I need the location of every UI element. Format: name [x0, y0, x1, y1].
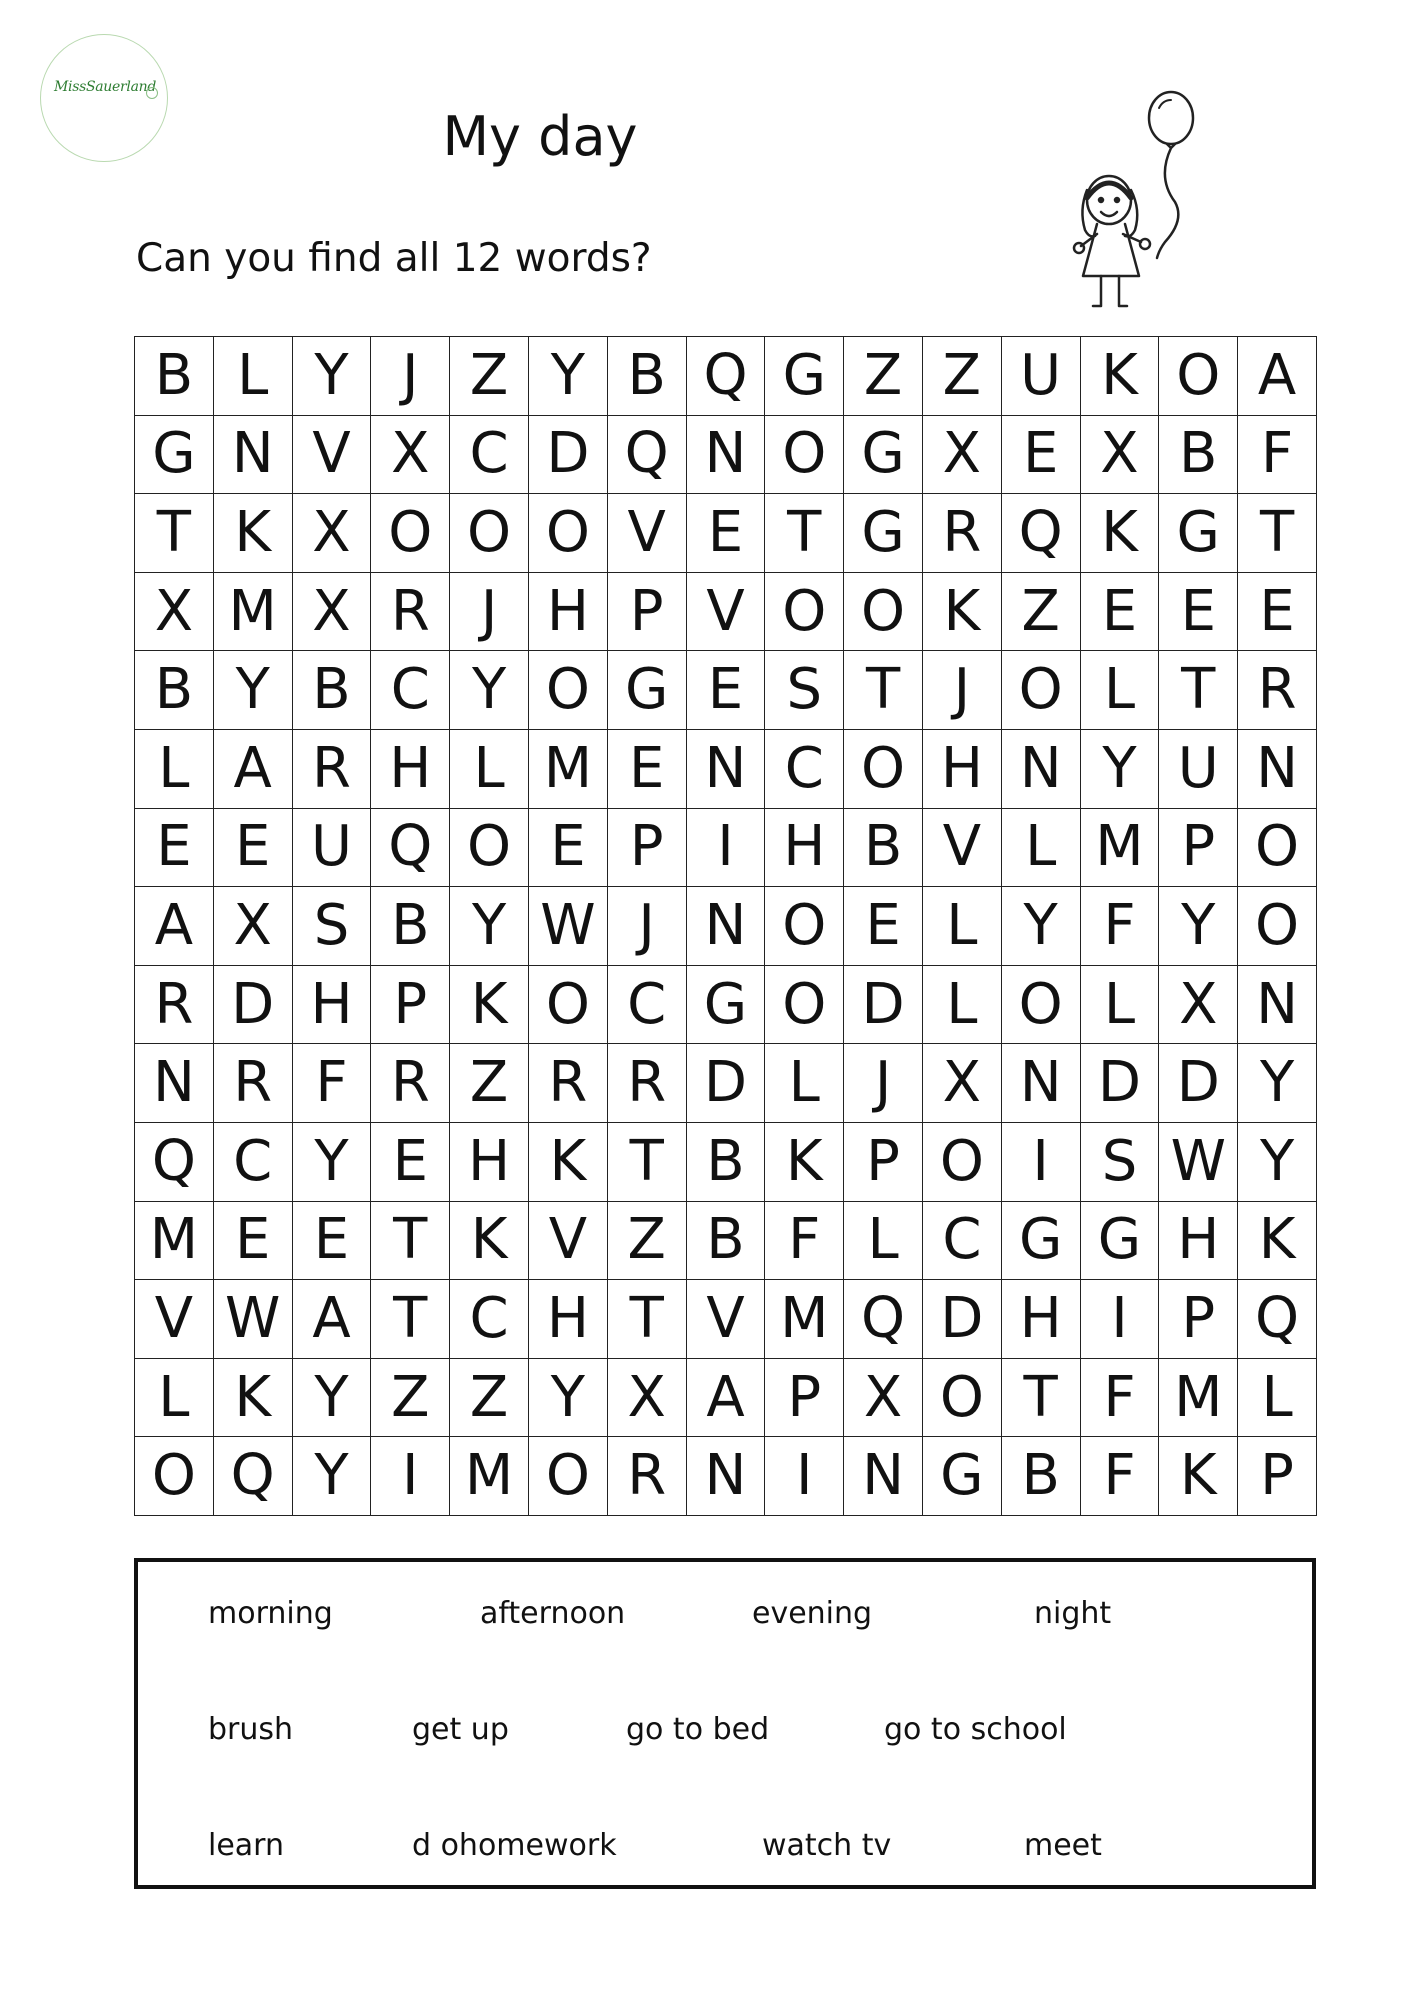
grid-cell[interactable]: I — [687, 809, 766, 888]
grid-cell[interactable]: B — [135, 651, 214, 730]
grid-cell[interactable]: Q — [687, 337, 766, 416]
grid-cell[interactable]: O — [765, 573, 844, 652]
grid-cell[interactable]: O — [529, 651, 608, 730]
grid-cell[interactable]: K — [214, 1359, 293, 1438]
grid-cell[interactable]: Z — [1002, 573, 1081, 652]
grid-cell[interactable]: E — [214, 1202, 293, 1281]
grid-cell[interactable]: X — [214, 887, 293, 966]
grid-cell[interactable]: N — [687, 416, 766, 495]
grid-cell[interactable]: H — [450, 1123, 529, 1202]
grid-cell[interactable]: Q — [844, 1280, 923, 1359]
grid-cell[interactable]: P — [844, 1123, 923, 1202]
grid-cell[interactable]: P — [765, 1359, 844, 1438]
grid-cell[interactable]: P — [1159, 1280, 1238, 1359]
grid-cell[interactable]: S — [293, 887, 372, 966]
grid-cell[interactable]: D — [923, 1280, 1002, 1359]
grid-cell[interactable]: K — [450, 966, 529, 1045]
grid-cell[interactable]: M — [529, 730, 608, 809]
grid-cell[interactable]: J — [450, 573, 529, 652]
grid-cell[interactable]: L — [1081, 966, 1160, 1045]
grid-cell[interactable]: H — [529, 1280, 608, 1359]
grid-cell[interactable]: N — [1002, 730, 1081, 809]
grid-cell[interactable]: Z — [450, 337, 529, 416]
grid-cell[interactable]: K — [1159, 1437, 1238, 1516]
grid-cell[interactable]: A — [214, 730, 293, 809]
grid-cell[interactable]: B — [608, 337, 687, 416]
grid-cell[interactable]: U — [1002, 337, 1081, 416]
grid-cell[interactable]: K — [1081, 494, 1160, 573]
grid-cell[interactable]: T — [608, 1280, 687, 1359]
word-search-grid — [134, 336, 1317, 1516]
grid-cell[interactable]: L — [135, 730, 214, 809]
grid-cell[interactable]: L — [214, 337, 293, 416]
grid-cell[interactable]: X — [293, 573, 372, 652]
grid-cell[interactable]: Y — [214, 651, 293, 730]
grid-cell[interactable]: R — [371, 1044, 450, 1123]
grid-cell[interactable]: J — [371, 337, 450, 416]
word-afternoon: afternoon — [480, 1596, 626, 1631]
grid-cell[interactable]: T — [1238, 494, 1317, 573]
grid-cell[interactable]: V — [687, 1280, 766, 1359]
grid-cell[interactable]: A — [293, 1280, 372, 1359]
grid-cell[interactable]: N — [687, 887, 766, 966]
grid-cell[interactable]: G — [765, 337, 844, 416]
grid-cell[interactable]: G — [923, 1437, 1002, 1516]
grid-cell[interactable]: Y — [1159, 887, 1238, 966]
grid-cell[interactable]: I — [371, 1437, 450, 1516]
grid-cell[interactable]: L — [1081, 651, 1160, 730]
word-night: night — [1034, 1596, 1112, 1631]
grid-cell[interactable]: N — [1238, 730, 1317, 809]
grid-cell[interactable]: T — [371, 1280, 450, 1359]
grid-cell[interactable]: S — [1081, 1123, 1160, 1202]
grid-cell[interactable]: F — [1238, 416, 1317, 495]
grid-cell[interactable]: E — [687, 494, 766, 573]
grid-cell[interactable]: K — [450, 1202, 529, 1281]
page-title: My day — [442, 105, 638, 168]
grid-cell[interactable]: X — [371, 416, 450, 495]
grid-cell[interactable]: G — [844, 416, 923, 495]
grid-cell[interactable]: B — [844, 809, 923, 888]
grid-cell[interactable]: B — [135, 337, 214, 416]
grid-cell[interactable]: E — [1238, 573, 1317, 652]
grid-cell[interactable]: H — [1002, 1280, 1081, 1359]
grid-cell[interactable]: L — [135, 1359, 214, 1438]
grid-cell[interactable]: C — [371, 651, 450, 730]
grid-cell[interactable]: R — [293, 730, 372, 809]
grid-cell[interactable]: G — [135, 416, 214, 495]
word-get-up: get up — [412, 1712, 509, 1747]
grid-cell[interactable]: V — [135, 1280, 214, 1359]
grid-cell[interactable]: L — [1002, 809, 1081, 888]
grid-cell[interactable]: K — [214, 494, 293, 573]
grid-cell[interactable]: R — [1238, 651, 1317, 730]
grid-cell[interactable]: Z — [371, 1359, 450, 1438]
grid-cell[interactable]: F — [293, 1044, 372, 1123]
grid-cell[interactable]: F — [1081, 1437, 1160, 1516]
grid-cell[interactable]: K — [1081, 337, 1160, 416]
grid-cell[interactable]: Y — [450, 651, 529, 730]
grid-cell[interactable]: D — [529, 416, 608, 495]
grid-cell[interactable]: G — [844, 494, 923, 573]
grid-cell[interactable]: I — [1081, 1280, 1160, 1359]
grid-cell[interactable]: C — [923, 1202, 1002, 1281]
grid-cell[interactable]: K — [1238, 1202, 1317, 1281]
grid-cell[interactable]: T — [608, 1123, 687, 1202]
grid-cell[interactable]: O — [1238, 809, 1317, 888]
grid-cell[interactable]: E — [371, 1123, 450, 1202]
grid-cell[interactable]: E — [214, 809, 293, 888]
grid-cell[interactable]: Z — [450, 1044, 529, 1123]
grid-cell[interactable]: H — [765, 809, 844, 888]
grid-cell[interactable]: Y — [293, 1437, 372, 1516]
grid-cell[interactable]: C — [214, 1123, 293, 1202]
grid-cell[interactable]: O — [844, 730, 923, 809]
grid-cell[interactable]: V — [293, 416, 372, 495]
grid-cell[interactable]: O — [844, 573, 923, 652]
grid-cell[interactable]: B — [687, 1202, 766, 1281]
grid-cell[interactable]: O — [1002, 966, 1081, 1045]
grid-cell[interactable]: W — [1159, 1123, 1238, 1202]
grid-cell[interactable]: C — [765, 730, 844, 809]
grid-cell[interactable]: Z — [844, 337, 923, 416]
grid-cell[interactable]: G — [608, 651, 687, 730]
grid-cell[interactable]: H — [293, 966, 372, 1045]
grid-cell[interactable]: O — [529, 1437, 608, 1516]
grid-cell[interactable]: E — [293, 1202, 372, 1281]
grid-cell[interactable]: Y — [293, 1359, 372, 1438]
grid-cell[interactable]: Y — [293, 337, 372, 416]
grid-cell[interactable]: O — [529, 494, 608, 573]
grid-cell[interactable]: E — [135, 809, 214, 888]
word-go-to-bed: go to bed — [626, 1712, 770, 1747]
grid-cell[interactable]: Y — [1002, 887, 1081, 966]
grid-cell[interactable]: B — [293, 651, 372, 730]
word-do-homework: d ohomework — [412, 1828, 617, 1863]
grid-cell[interactable]: K — [923, 573, 1002, 652]
grid-cell[interactable]: V — [529, 1202, 608, 1281]
grid-cell[interactable]: F — [1081, 1359, 1160, 1438]
grid-cell[interactable]: B — [1159, 416, 1238, 495]
grid-cell[interactable]: M — [450, 1437, 529, 1516]
grid-cell[interactable]: Y — [1238, 1123, 1317, 1202]
grid-cell[interactable]: D — [844, 966, 923, 1045]
grid-cell[interactable]: E — [844, 887, 923, 966]
grid-cell[interactable]: E — [1081, 573, 1160, 652]
grid-cell[interactable]: M — [1159, 1359, 1238, 1438]
grid-cell[interactable]: R — [608, 1044, 687, 1123]
grid-cell[interactable]: N — [1002, 1044, 1081, 1123]
grid-cell[interactable]: M — [214, 573, 293, 652]
grid-cell[interactable]: D — [214, 966, 293, 1045]
grid-cell[interactable]: L — [923, 887, 1002, 966]
grid-cell[interactable]: X — [293, 494, 372, 573]
grid-cell[interactable]: B — [371, 887, 450, 966]
grid-cell[interactable]: G — [1002, 1202, 1081, 1281]
grid-cell[interactable]: L — [923, 966, 1002, 1045]
grid-cell[interactable]: V — [687, 573, 766, 652]
grid-cell[interactable]: R — [608, 1437, 687, 1516]
grid-cell[interactable]: E — [687, 651, 766, 730]
grid-cell[interactable]: A — [135, 887, 214, 966]
grid-cell[interactable]: Z — [608, 1202, 687, 1281]
grid-cell[interactable]: Y — [529, 1359, 608, 1438]
grid-cell[interactable]: C — [450, 1280, 529, 1359]
grid-cell[interactable]: G — [1081, 1202, 1160, 1281]
grid-cell[interactable]: O — [765, 887, 844, 966]
grid-cell[interactable]: T — [844, 651, 923, 730]
grid-cell[interactable]: P — [608, 573, 687, 652]
grid-cell[interactable]: T — [1002, 1359, 1081, 1438]
grid-cell[interactable]: O — [765, 416, 844, 495]
grid-cell[interactable]: Q — [371, 809, 450, 888]
grid-cell[interactable]: R — [135, 966, 214, 1045]
grid-cell[interactable]: H — [1159, 1202, 1238, 1281]
grid-cell[interactable]: I — [765, 1437, 844, 1516]
grid-cell[interactable]: O — [923, 1123, 1002, 1202]
grid-cell[interactable]: O — [450, 809, 529, 888]
grid-cell[interactable]: N — [1238, 966, 1317, 1045]
grid-cell[interactable]: C — [450, 416, 529, 495]
grid-cell[interactable]: D — [1081, 1044, 1160, 1123]
grid-cell[interactable]: T — [371, 1202, 450, 1281]
grid-cell[interactable]: M — [135, 1202, 214, 1281]
grid-cell[interactable]: Y — [450, 887, 529, 966]
grid-cell[interactable]: W — [529, 887, 608, 966]
grid-cell[interactable]: O — [765, 966, 844, 1045]
grid-cell[interactable]: Y — [529, 337, 608, 416]
word-watch-tv: watch tv — [762, 1828, 892, 1863]
grid-cell[interactable]: E — [608, 730, 687, 809]
grid-cell[interactable]: H — [923, 730, 1002, 809]
grid-cell[interactable]: J — [608, 887, 687, 966]
grid-cell[interactable]: L — [765, 1044, 844, 1123]
grid-cell[interactable]: T — [765, 494, 844, 573]
grid-cell[interactable]: M — [1081, 809, 1160, 888]
grid-cell[interactable]: H — [371, 730, 450, 809]
grid-cell[interactable]: X — [1159, 966, 1238, 1045]
grid-cell[interactable]: L — [450, 730, 529, 809]
grid-cell[interactable]: J — [844, 1044, 923, 1123]
grid-cell[interactable]: C — [608, 966, 687, 1045]
logo-leaf-icon — [146, 87, 158, 99]
grid-cell[interactable]: O — [1159, 337, 1238, 416]
grid-cell[interactable]: B — [1002, 1437, 1081, 1516]
grid-cell[interactable]: O — [1238, 887, 1317, 966]
grid-cell[interactable]: T — [1159, 651, 1238, 730]
grid-cell[interactable]: J — [923, 651, 1002, 730]
grid-cell[interactable]: P — [1238, 1437, 1317, 1516]
word-go-to-school: go to school — [884, 1712, 1067, 1747]
grid-cell[interactable]: N — [214, 416, 293, 495]
grid-cell[interactable]: Z — [450, 1359, 529, 1438]
word-morning: morning — [208, 1596, 333, 1631]
word-brush: brush — [208, 1712, 294, 1747]
word-meet: meet — [1024, 1828, 1102, 1863]
grid-cell[interactable]: A — [1238, 337, 1317, 416]
grid-cell[interactable]: S — [765, 651, 844, 730]
grid-cell[interactable]: Q — [608, 416, 687, 495]
word-learn: learn — [208, 1828, 284, 1863]
grid-cell[interactable]: Q — [214, 1437, 293, 1516]
grid-cell[interactable]: B — [687, 1123, 766, 1202]
grid-cell[interactable]: A — [687, 1359, 766, 1438]
grid-cell[interactable]: U — [293, 809, 372, 888]
grid-cell[interactable]: F — [765, 1202, 844, 1281]
grid-cell[interactable]: O — [135, 1437, 214, 1516]
grid-cell[interactable]: Q — [1002, 494, 1081, 573]
grid-cell[interactable]: W — [214, 1280, 293, 1359]
page-subtitle: Can you find all 12 words? — [136, 236, 652, 281]
grid-cell[interactable]: E — [529, 809, 608, 888]
logo-text: MissSauerland — [53, 79, 157, 95]
grid-cell[interactable]: I — [1002, 1123, 1081, 1202]
grid-cell[interactable]: L — [844, 1202, 923, 1281]
grid-cell[interactable]: X — [844, 1359, 923, 1438]
grid-cell[interactable]: O — [1002, 651, 1081, 730]
grid-cell[interactable]: M — [765, 1280, 844, 1359]
grid-cell[interactable]: T — [135, 494, 214, 573]
grid-cell[interactable]: O — [529, 966, 608, 1045]
grid-cell[interactable]: X — [923, 416, 1002, 495]
grid-cell[interactable]: U — [1159, 730, 1238, 809]
grid-cell[interactable]: Y — [293, 1123, 372, 1202]
grid-cell[interactable]: O — [450, 494, 529, 573]
grid-cell[interactable]: K — [765, 1123, 844, 1202]
grid-cell[interactable]: P — [1159, 809, 1238, 888]
grid-cell[interactable]: G — [687, 966, 766, 1045]
grid-cell[interactable]: Q — [1238, 1280, 1317, 1359]
grid-cell[interactable]: E — [1159, 573, 1238, 652]
grid-cell[interactable]: P — [608, 809, 687, 888]
grid-cell[interactable]: D — [1159, 1044, 1238, 1123]
grid-cell[interactable]: R — [214, 1044, 293, 1123]
grid-cell[interactable]: V — [608, 494, 687, 573]
grid-cell[interactable]: R — [371, 573, 450, 652]
grid-cell[interactable]: N — [844, 1437, 923, 1516]
grid-cell[interactable]: R — [529, 1044, 608, 1123]
grid-cell[interactable]: P — [371, 966, 450, 1045]
grid-cell[interactable]: K — [529, 1123, 608, 1202]
grid-cell[interactable]: G — [1159, 494, 1238, 573]
grid-cell[interactable]: L — [1238, 1359, 1317, 1438]
grid-cell[interactable]: R — [923, 494, 1002, 573]
grid-cell[interactable]: X — [608, 1359, 687, 1438]
grid-cell[interactable]: Y — [1238, 1044, 1317, 1123]
grid-cell[interactable]: N — [687, 730, 766, 809]
word-list-box — [134, 1558, 1316, 1889]
grid-cell[interactable]: O — [923, 1359, 1002, 1438]
word-evening: evening — [752, 1596, 873, 1631]
grid-cell[interactable]: N — [135, 1044, 214, 1123]
grid-cell[interactable]: N — [687, 1437, 766, 1516]
grid-cell[interactable]: H — [529, 573, 608, 652]
grid-cell[interactable]: X — [135, 573, 214, 652]
grid-cell[interactable]: D — [687, 1044, 766, 1123]
grid-cell[interactable]: E — [1002, 416, 1081, 495]
grid-cell[interactable]: O — [371, 494, 450, 573]
girl-with-balloon-illustration — [1045, 88, 1225, 318]
grid-cell[interactable]: F — [1081, 887, 1160, 966]
grid-cell[interactable]: Z — [923, 337, 1002, 416]
grid-cell[interactable]: Y — [1081, 730, 1160, 809]
grid-cell[interactable]: X — [1081, 416, 1160, 495]
grid-cell[interactable]: X — [923, 1044, 1002, 1123]
grid-cell[interactable]: Q — [135, 1123, 214, 1202]
grid-cell[interactable]: V — [923, 809, 1002, 888]
